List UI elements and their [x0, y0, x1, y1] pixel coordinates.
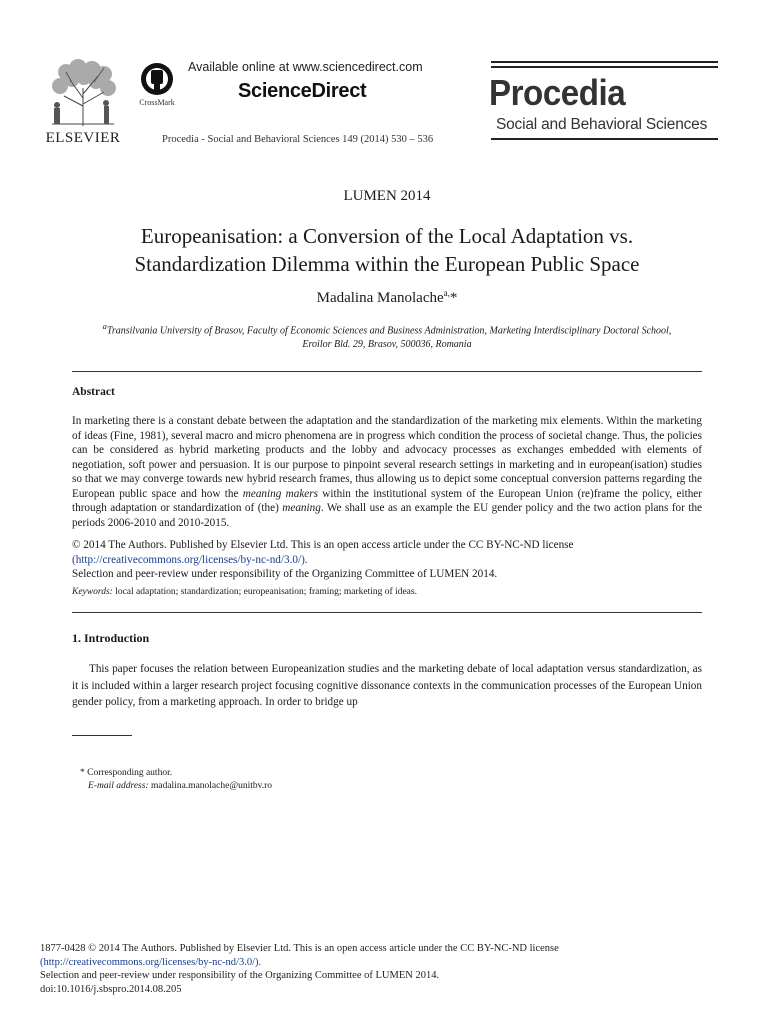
- author-name: Madalina Manolache: [316, 290, 444, 306]
- author-corresponding-marker: *: [449, 290, 458, 306]
- affiliation-line-2: Eroilor Bld. 29, Brasov, 500036, Romania: [302, 339, 472, 351]
- procedia-subtitle: Social and Behavioral Sciences: [496, 116, 708, 133]
- elsevier-wordmark: ELSEVIER: [45, 130, 121, 146]
- title-line-2: Standardization Dilemma within the European Public Space: [134, 252, 640, 276]
- procedia-brand: Procedia: [489, 72, 626, 113]
- footer-license-link[interactable]: (http://creativecommons.org/licenses/by-nc-nd/3.0/).: [40, 956, 262, 968]
- conference-name: LUMEN 2014: [343, 188, 431, 204]
- title-line-1: Europeanisation: a Conversion of the Local Adaptation vs.: [140, 224, 634, 248]
- footer-peer-review: Selection and peer-review under responsibility of the Organizing Committee of LUMEN 2014.: [40, 970, 440, 981]
- crossmark-icon: [134, 62, 180, 98]
- abstract-bottom-rule: [72, 612, 702, 613]
- license-statement: [72, 538, 702, 582]
- crossmark-badge[interactable]: [134, 62, 180, 112]
- keywords-label: Keywords:: [72, 587, 113, 597]
- abstract-text-1: In marketing there is a constant debate between the adaptation and the standardization of the marketing mix elements. Within the marketing of ideas (Fine, 1981), several macro and micro phenomena are in progress which condition the process of societal change. Thus, the policies can be considered as hybrid marketing products and the lobby and advocacy processes as exchanges embedded with elements of negotiation, soft power and persuasion. It is our purpose to pinpoint several research settings in marketing and in european(isation) studies so that we may converge towards new hybrid research frames, thus allowing us to depict some conceptual conversion patterns regarding the European public space and how the: [72, 415, 702, 500]
- author-line: [72, 288, 702, 307]
- footer-doi[interactable]: doi:10.1016/j.sbspro.2014.08.205: [40, 983, 182, 995]
- crossmark-label: CrossMark: [139, 98, 175, 107]
- affiliation-marker: a: [102, 322, 107, 331]
- abstract-emphasis-1: meaning makers: [242, 487, 318, 500]
- keywords-list: local adaptation; standardization; europeanisation; framing; marketing of ideas.: [112, 587, 417, 597]
- affiliation: [72, 320, 702, 352]
- license-line-3: Selection and peer-review under responsibility of the Organizing Committee of LUMEN 2014.: [72, 568, 498, 580]
- footnote-corresponding: * Corresponding author.: [80, 768, 173, 778]
- abstract-top-rule: [72, 371, 702, 372]
- sciencedirect-logo[interactable]: ScienceDirect: [238, 80, 367, 102]
- abstract-emphasis-2: meaning: [282, 502, 321, 514]
- affiliation-line-1: Transilvania University of Brasov, Faculty of Economic Sciences and Business Administration, Marketing Interdisciplinary Doctoral School,: [106, 325, 672, 337]
- procedia-top-rules: [491, 61, 718, 70]
- introduction-heading: 1. Introduction: [72, 631, 150, 645]
- footnote-rule: [72, 735, 132, 736]
- page-footer: [40, 942, 720, 996]
- abstract-body: [72, 414, 702, 530]
- introduction-body: This paper focuses the relation between Europeanization studies and the marketing debate of local adaptation versus standardization, as it is included within a larger research project focusing cognitive dissonance contexts in the communication processes of the European Union gender policy, from a marketing approach. In order to bridge up: [72, 663, 702, 708]
- footer-copyright: 1877-0428 © 2014 The Authors. Published by Elsevier Ltd. This is an open access article under the CC BY-NC-ND license: [40, 943, 559, 954]
- footnote-email-label: E-mail address:: [88, 781, 149, 791]
- footnote-email[interactable]: madalina.manolache@unitbv.ro: [148, 781, 273, 791]
- author-affiliation-marker: a,: [443, 288, 450, 298]
- license-link[interactable]: (http://creativecommons.org/licenses/by-nc-nd/3.0/).: [72, 553, 308, 566]
- abstract-text-3: . We shall use as an example the EU gender policy and the two action plans for the periods 2006-2010 and 2010-2015.: [72, 502, 703, 529]
- procedia-bottom-rule: [491, 138, 718, 140]
- corresponding-author-footnote: [80, 767, 272, 793]
- abstract-text-2: within the institutional system of the European Union (re)frame the policy, either through adaptation or standardization of (the): [72, 487, 702, 514]
- elsevier-logo: [40, 58, 126, 150]
- journal-reference: Procedia - Social and Behavioral Sciences 149 (2014) 530 – 536: [162, 134, 434, 145]
- elsevier-tree-icon: [44, 58, 122, 128]
- available-online-text[interactable]: Available online at www.sciencedirect.com: [188, 60, 423, 74]
- abstract-heading: Abstract: [72, 386, 115, 398]
- license-line-1: © 2014 The Authors. Published by Elsevier Ltd. This is an open access article under the CC BY-NC-ND license: [72, 539, 574, 551]
- keywords: [72, 587, 417, 597]
- article-title: [72, 222, 702, 278]
